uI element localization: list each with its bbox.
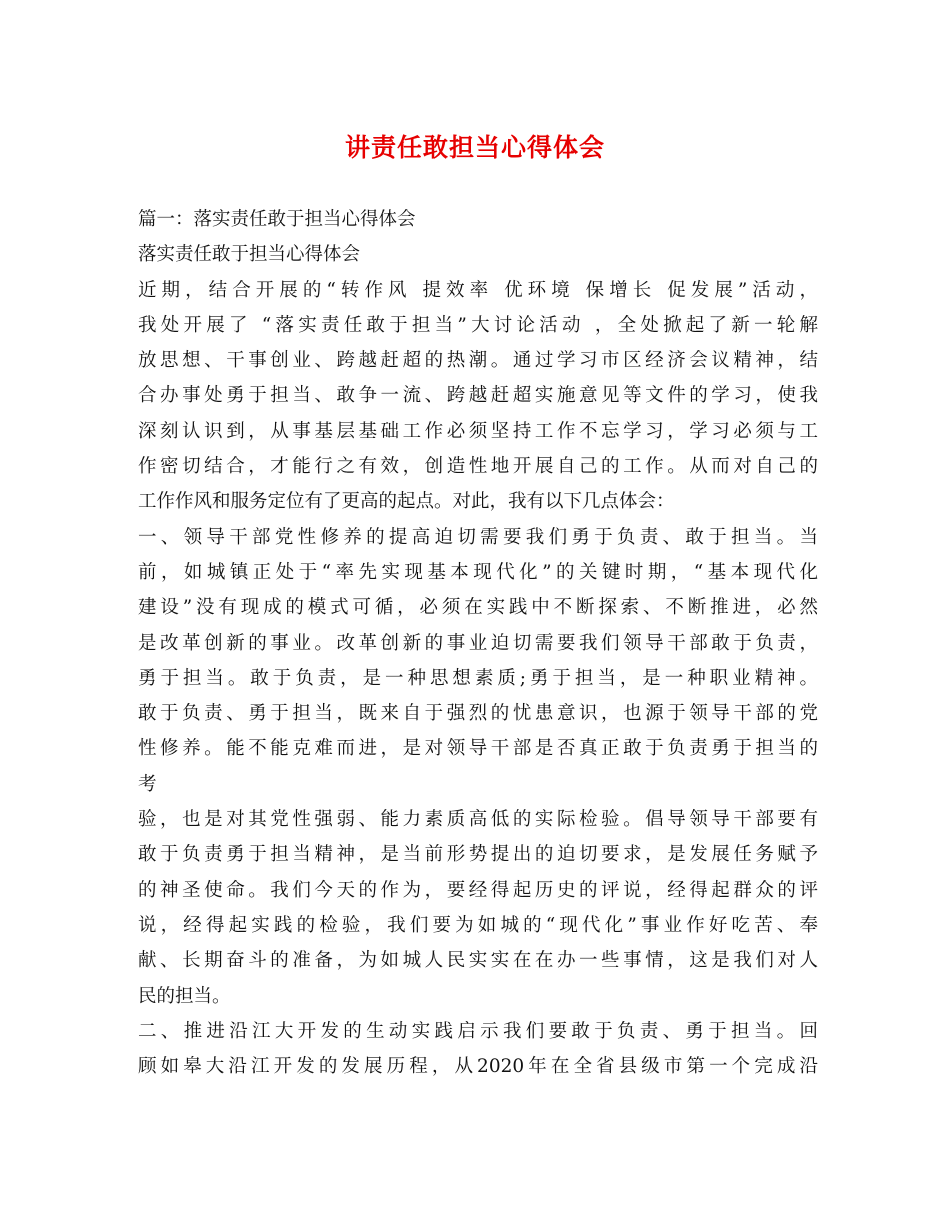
text-line: 我处开展了 “落实责任敢于担当”大讨论活动 ，全处掀起了新一轮解	[138, 314, 818, 336]
text-line: 说，经得起实践的检验，我们要为如城的“现代化”事业作好吃苦、奉	[138, 914, 818, 936]
text-line: 深刻认识到，从事基层基础工作必须坚持工作不忘学习，学习必须与工	[138, 420, 818, 442]
text-line: 的神圣使命。我们今天的作为，要经得起历史的评说，经得起群众的评	[138, 879, 818, 901]
text-line: 顾如皋大沿江开发的发展历程，从2020年在全省县级市第一个完成沿	[138, 1056, 818, 1078]
text-line: 民的担当。	[138, 985, 231, 1007]
text-line: 落实责任敢于担当心得体会	[138, 244, 361, 266]
text-line: 献、长期奋斗的准备，为如城人民实实在在办一些事情，这是我们对人	[138, 950, 818, 972]
text-line: 考	[138, 773, 157, 795]
text-line: 合办事处勇于担当、敢争一流、跨越赶超实施意见等文件的学习，使我	[138, 385, 818, 407]
text-line: 作密切结合，才能行之有效，创造性地开展自己的工作。从而对自己的	[138, 456, 818, 478]
text-line: 篇一：落实责任敢于担当心得体会	[138, 209, 416, 230]
text-line: 性修养。能不能克难而进，是对领导干部是否真正敢于负责勇于担当的	[138, 738, 818, 760]
text-line: 一、领导干部党性修养的提高迫切需要我们勇于负责、敢于担当。当	[138, 526, 818, 548]
text-line: 工作作风和服务定位有了更高的起点。对此，我有以下几点体会：	[138, 491, 675, 513]
text-line: 敢于负责勇于担当精神，是当前形势提出的迫切要求，是发展任务赋予	[138, 844, 818, 866]
text-line: 建设”没有现成的模式可循，必须在实践中不断探索、不断推进，必然	[138, 597, 818, 619]
text-line: 放思想、干事创业、跨越赶超的热潮。通过学习市区经济会议精神，结	[138, 350, 818, 372]
text-line: 二、推进沿江大开发的生动实践启示我们要敢于负责、勇于担当。回	[138, 1020, 818, 1042]
text-line: 前，如城镇正处于“率先实现基本现代化”的关键时期，“基本现代化	[138, 561, 818, 583]
text-line: 是改革创新的事业。改革创新的事业迫切需要我们领导干部敢于负责，	[138, 632, 818, 654]
document-body	[138, 202, 818, 1084]
text-line: 近期，结合开展的“转作风 提效率 优环境 保增长 促发展”活动，	[138, 279, 818, 301]
text-line: 敢于负责、勇于担当，既来自于强烈的忧患意识，也源于领导干部的党	[138, 703, 818, 725]
document-title: 讲责任敢担当心得体会	[344, 133, 605, 162]
text-line: 验，也是对其党性强弱、能力素质高低的实际检验。倡导领导干部要有	[138, 809, 818, 831]
text-line: 勇于担当。敢于负责，是一种思想素质;勇于担当，是一种职业精神。	[138, 667, 818, 689]
